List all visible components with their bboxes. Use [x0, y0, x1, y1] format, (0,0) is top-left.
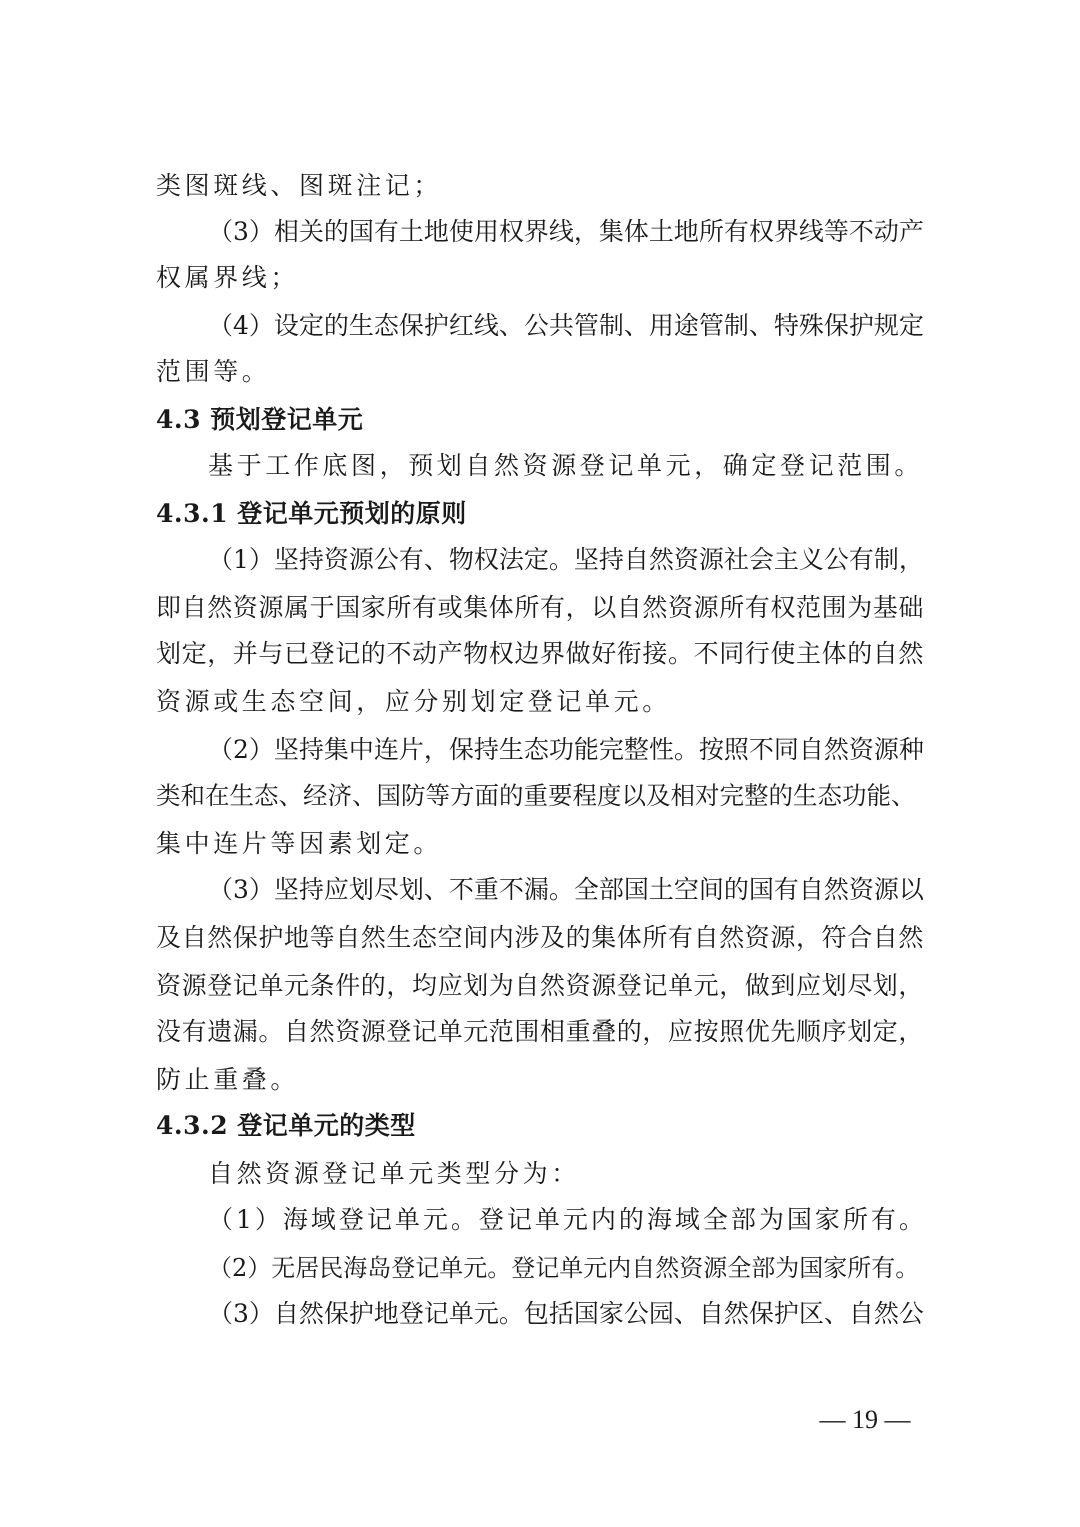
section-heading-4-3: 4.3 预划登记单元	[156, 405, 364, 434]
text-line-24: （2）无居民海岛登记单元。登记单元内自然资源全部为国家所有。	[208, 1254, 920, 1282]
text-line-5: 范围等。	[156, 357, 271, 386]
section-heading-4-3-2: 4.3.2 登记单元的类型	[156, 1111, 416, 1140]
text-line-3: 权属界线；	[156, 263, 300, 292]
text-line-1: 类图斑线、图斑注记；	[156, 171, 443, 200]
text-line-12: 资源或生态空间，应分别划定登记单元。	[156, 687, 671, 716]
section-heading-4-3-1: 4.3.1 登记单元预划的原则	[156, 499, 467, 528]
text-line-14: 类和在生态、经济、国防等方面的重要程度以及相对完整的生态功能、	[156, 781, 916, 810]
text-line-10: 即自然资源属于国家所有或集体所有，以自然资源所有权范围为基础	[156, 593, 925, 622]
text-line-22: 自然资源登记单元类型分为：	[208, 1159, 580, 1188]
text-line-7: 基于工作底图，预划自然资源登记单元，确定登记范围。	[208, 451, 924, 480]
text-line-4: （4）设定的生态保护红线、公共管制、用途管制、特殊保护规定	[208, 311, 924, 340]
page-number: — 19 —	[819, 1405, 911, 1434]
text-line-17: 及自然保护地等自然生态空间内涉及的集体所有自然资源，符合自然	[156, 923, 925, 952]
text-line-23: （1）海域登记单元。登记单元内的海域全部为国家所有。	[208, 1205, 927, 1234]
text-line-25: （3）自然保护地登记单元。包括国家公园、自然保护区、自然公	[208, 1299, 924, 1328]
text-line-19: 没有遗漏。自然资源登记单元范围相重叠的，应按照优先顺序划定，	[156, 1017, 925, 1046]
text-line-20: 防止重叠。	[156, 1065, 300, 1094]
text-line-11: 划定，并与已登记的不动产物权边界做好衔接。不同行使主体的自然	[156, 639, 925, 668]
text-line-15: 集中连片等因素划定。	[156, 829, 443, 858]
text-line-16: （3）坚持应划尽划、不重不漏。全部国土空间的国有自然资源以	[208, 875, 924, 904]
text-line-2: （3）相关的国有土地使用权界线，集体土地所有权界线等不动产	[208, 217, 924, 246]
text-line-9: （1）坚持资源公有、物权法定。坚持自然资源社会主义公有制，	[208, 545, 924, 574]
text-line-18: 资源登记单元条件的，均应划为自然资源登记单元，做到应划尽划，	[156, 971, 925, 1000]
text-line-13: （2）坚持集中连片，保持生态功能完整性。按照不同自然资源种	[208, 735, 924, 764]
